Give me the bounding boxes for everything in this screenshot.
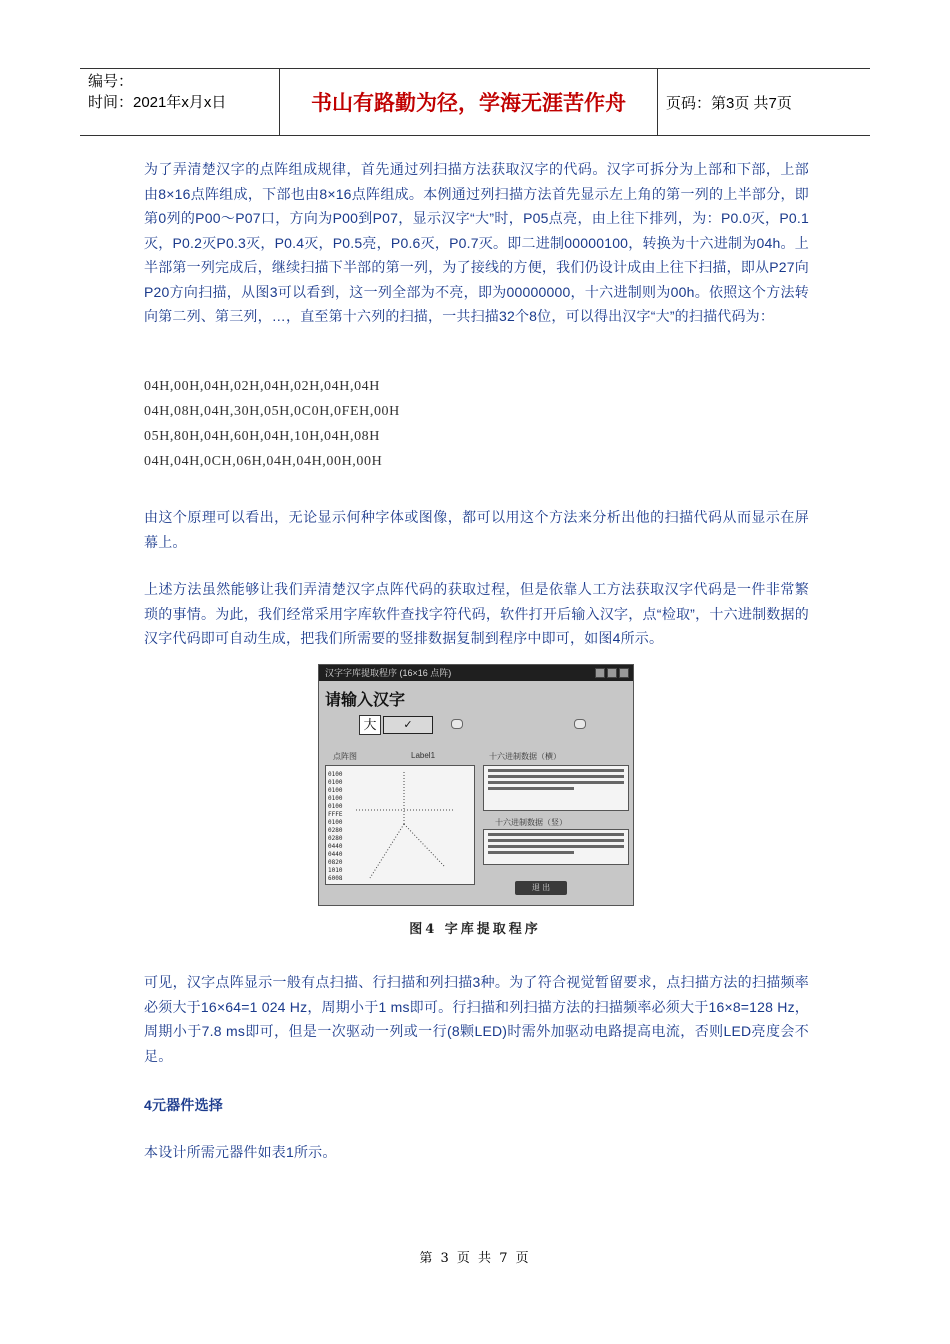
paragraph-principle: 由这个原理可以看出，无论显示何种字体或图像，都可以用这个方法来分析出他的扫描代码从而显示在屏幕上。 [144, 509, 809, 550]
figure-hex-vertical-panel [483, 829, 629, 865]
figure-label-left: 点阵图 [333, 752, 357, 761]
header-meta [80, 69, 280, 135]
figure-hex-horizontal-panel [483, 765, 629, 811]
figure-title-bar [319, 665, 633, 681]
figure-char-input: 大 [359, 715, 381, 735]
svg-text:0100: 0100 [328, 795, 343, 802]
header-table [80, 68, 870, 136]
scan-code-block [144, 374, 504, 474]
paragraph-components: 本设计所需元器件如表1所示。 [144, 1144, 337, 1160]
code-line: 04H,04H,0CH,06H,04H,04H,00H,00H [144, 454, 383, 469]
paragraph-scan-methods: 可见，汉字点阵显示一般有点扫描、行扫描和列扫描3种。为了符合视觉暂留要求，点扫描方法的扫描频率必须大于16×64=1 024 Hz，周期小于1 ms即可。行扫描和列扫描方法的扫描频率必须大于16×8=128 Hz，周期小于7.8 ms即可，但是一次驱动一列或一行(8颗LED)时需外加驱动电路提高电流，否则LED亮度会不足。 [144, 974, 809, 1064]
figure-dot-matrix-panel [325, 765, 475, 885]
svg-text:0440: 0440 [328, 843, 343, 850]
svg-text:0440: 0440 [328, 851, 343, 858]
maximize-icon [607, 668, 617, 678]
code-line: 04H,08H,04H,30H,05H,0C0H,0FEH,00H [144, 404, 400, 419]
figure-ok-button: ✓ [383, 716, 433, 734]
svg-text:0280: 0280 [328, 835, 343, 842]
figure-caption: 图4 字库提取程序 [409, 922, 541, 937]
figure-label-right-top: 十六进制数据（横） [489, 752, 561, 761]
figure-label-right-bottom: 十六进制数据（竖） [495, 818, 567, 827]
figure-tool-icon [574, 719, 586, 729]
hex-line [488, 775, 624, 778]
figure-prompt: 请输入汉字 [325, 690, 406, 709]
figure-label-mid: Label1 [411, 751, 436, 760]
figure-exit-button: 退 出 [515, 881, 567, 895]
figure-title: 汉字字库提取程序 (16×16 点阵) [325, 668, 452, 678]
code-line: 05H,80H,04H,60H,04H,10H,04H,08H [144, 429, 380, 444]
hex-line [488, 787, 574, 790]
hex-line [488, 781, 624, 784]
svg-text:0100: 0100 [328, 803, 343, 810]
header-page-info: 页码：第3页 共7页 [666, 94, 792, 112]
figure-tool-icon [451, 719, 463, 729]
svg-text:1010: 1010 [328, 867, 343, 874]
time-label: 时间：2021年x月x日 [88, 94, 227, 111]
minimize-icon [595, 668, 605, 678]
section-title: 4元器件选择 [144, 1097, 223, 1113]
svg-text:0100: 0100 [328, 787, 343, 794]
svg-text:6008: 6008 [328, 875, 343, 882]
svg-text:0100: 0100 [328, 779, 343, 786]
svg-text:0100: 0100 [328, 771, 343, 778]
svg-text:0100: 0100 [328, 819, 343, 826]
close-icon [619, 668, 629, 678]
hex-line [488, 845, 624, 848]
code-line: 04H,00H,04H,02H,04H,02H,04H,04H [144, 379, 380, 394]
svg-text:0820: 0820 [328, 859, 343, 866]
paragraph-column-scan: 为了弄清楚汉字的点阵组成规律，首先通过列扫描方法获取汉字的代码。汉字可拆分为上部和下部，上部由8×16点阵组成，下部也由8×16点阵组成。本例通过列扫描方法首先显示左上角的第一列的上半部分，即第0列的P00～P07口，方向为P00到P07，显示汉字“大”时，P05点亮，由上往下排列，为：P0.0灭，P0.1灭，P0.2灭P0.3灭，P0.4灭，P0.5亮，P0.6灭，P0.7灭。即二进制00000100，转换为十六进制为04h。上半部第一列完成后，继续扫描下半部的第一列，为了接线的方便，我们仍设计成由上往下扫描，即从P27向P20方向扫描，从图3可以看到，这一列全部为不亮，即为00000000，十六进制则为00h。依照这个方法转向第二列、第三列，…，直至第十六列的扫描，一共扫描32个8位，可以得出汉字“大”的扫描代码为： [144, 161, 809, 324]
header-motto: 书山有路勤为径，学海无涯苦作舟 [280, 69, 658, 135]
hex-line [488, 769, 624, 772]
figure-font-extractor [318, 664, 634, 906]
hex-line [488, 851, 574, 854]
window-controls [593, 665, 629, 681]
dot-matrix-graphic [326, 766, 474, 884]
svg-text:0280: 0280 [328, 827, 343, 834]
hex-line [488, 839, 624, 842]
paragraph-font-software: 上述方法虽然能够让我们弄清楚汉字点阵代码的获取过程，但是依靠人工方法获取汉字代码是一件非常繁琐的事情。为此，我们经常采用字库软件查找字符代码，软件打开后输入汉字，点“检取”，十六进制数据的汉字代码即可自动生成，把我们所需要的竖排数据复制到程序中即可，如图4所示。 [144, 581, 809, 646]
page-footer: 第 3 页 共 7 页 [419, 1251, 531, 1266]
svg-text:FFFE: FFFE [328, 811, 343, 818]
hex-line [488, 833, 624, 836]
number-label: 编号： [88, 73, 134, 90]
